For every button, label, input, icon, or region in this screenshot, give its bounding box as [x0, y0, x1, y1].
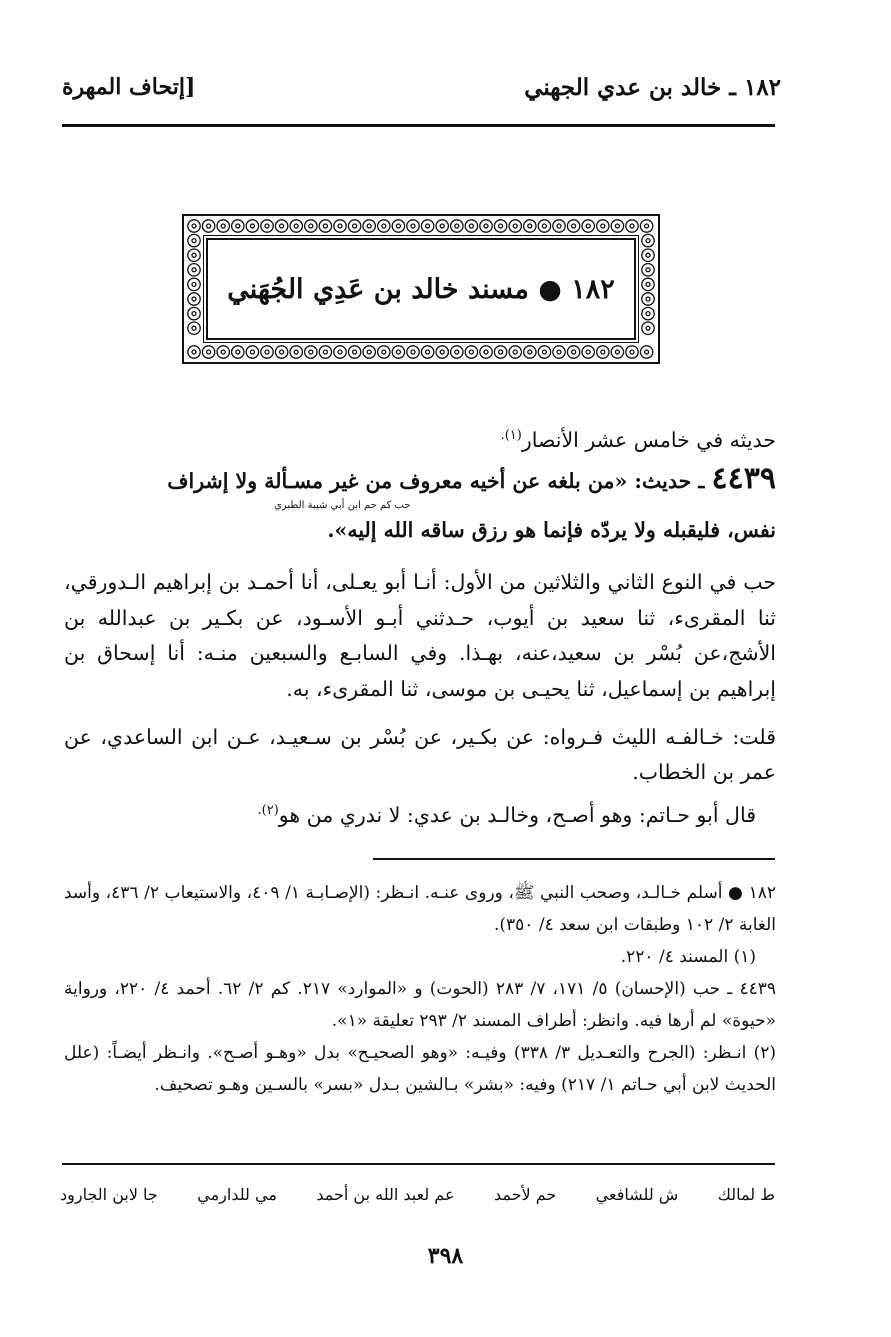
abbrev-item: جا لابن الجارود [60, 1185, 158, 1204]
footnote-ref-1: (١). [500, 428, 522, 443]
paragraph-1 [64, 565, 776, 707]
main-text [64, 418, 776, 458]
abbrev-item: ط لمالك [717, 1185, 775, 1204]
paragraph-text: حب في النوع الثاني والثلاثين من الأول: أنـا أبو يعـلى، أنا أحمـد بن إبراهيم الـدورقي، ثنا المقرىء، ثنا سعيد بن أيوب، حـدثني أبـو الأسـود، عن بكـير بن عبدالله بن الأشج،عن بُسْر بن سعيد،عنه، بهـذا. وفي السابـع والسبعين منـه: أنا إسحاق بن إبراهيم بن إسماعيل، ثنا يحيـى بن موسى، ثنا المقرىء، به. [64, 570, 776, 701]
abbrev-item: مي للدارمي [197, 1185, 277, 1204]
chapter-title: ١٨٢ ● مسند خالد بن عَدِي الجُهَني [227, 273, 615, 305]
footnote-2: (٢) انـظر: (الجرح والتعـديل ٣/ ٣٣٨) وفيـه: «وهو الصحيـح» بدل «وهـو أصـح». وانـظر أيضـاً: (علل الحديث لابن أبي حـاتم ١/ ٢١٧) وفيه: «بشر» بـالشين بـدل «بسر» بالسـين وهـو تصحيف. [64, 1043, 776, 1095]
hadith-line-2: نفس، فليقبله ولا يردّه فإنما هو رزق ساقه الله إليه». [327, 518, 776, 542]
paragraph-text: قال أبو حـاتم: وهو أصـح، وخالـد بن عدي: لا ندري من هو [278, 802, 756, 827]
paragraph-3 [64, 793, 776, 833]
hadith-sources: حب كم حم ابن أبي شيبة الطبري [274, 500, 411, 511]
hadith-text-1: ـ حديث: «من بلغه عن أخيه معروف من غير مسـألة ولا إشراف [167, 469, 712, 493]
chapter-header: ١٨٢ ـ خالد بن عدي الجهني [524, 74, 781, 101]
footnote-1: (١) المسند ٤/ ٢٢٠. [620, 947, 756, 967]
intro-line [64, 418, 776, 458]
hadith-number: ٤٤٣٩ [711, 461, 776, 496]
footnote-ref-2: (٢). [257, 803, 279, 818]
intro-text: حديثه في خامس عشر الأنصار [521, 427, 776, 452]
page-number: ٣٩٨ [427, 1243, 464, 1269]
paragraph-text: قلت: خـالفـه الليث فـرواه: عن بكـير، عن بُسْر بن سـعيـد، عـن ابن الساعدي، عن عمر بن الخطاب. [64, 725, 776, 784]
hadith-line-1 [64, 460, 776, 500]
abbrev-item: ش للشافعي [595, 1185, 679, 1204]
abbrev-item: حم لأحمد [493, 1185, 557, 1204]
paragraph-2 [64, 720, 776, 790]
hadith-block [64, 460, 776, 548]
bottom-divider [62, 1163, 775, 1165]
abbrev-item: عم لعبد الله بن أحمد [316, 1185, 455, 1204]
chapter-title-frame [182, 214, 660, 364]
abbreviation-key [60, 1185, 775, 1204]
title-inner-box [206, 238, 636, 340]
footnote-hadith: ٤٤٣٩ ـ حب (الإحسان) ٥/ ١٧١، ٧/ ٢٨٣ (الحوت) و «الموارد» ٢١٧. كم ٢/ ٦٢. أحمد ٤/ ٢٢٠، ورواية «حيوة» لم أرها فيه. وانظر: أطراف المسند ٢/ ٢٩٣ تعليقة «١». [64, 979, 777, 1031]
footnote-divider [373, 858, 775, 860]
paragraph-line [64, 793, 776, 833]
header-divider [62, 124, 775, 127]
footnote-bio: ١٨٢ ● أسلم خـالـد، وصحب النبي ﷺ، وروى عنـه. انـظر: (الإصـابـة ١/ ٤٠٩، والاستيعاب ٢/ ٤٣٦، وأسد الغابة ٢/ ١٠٢ وطبقات ابن سعد ٤/ ٣٥٠). [64, 883, 776, 935]
book-title-header: [إتحاف المهرة [62, 74, 196, 100]
footnotes [64, 877, 776, 1101]
running-header [62, 74, 781, 112]
